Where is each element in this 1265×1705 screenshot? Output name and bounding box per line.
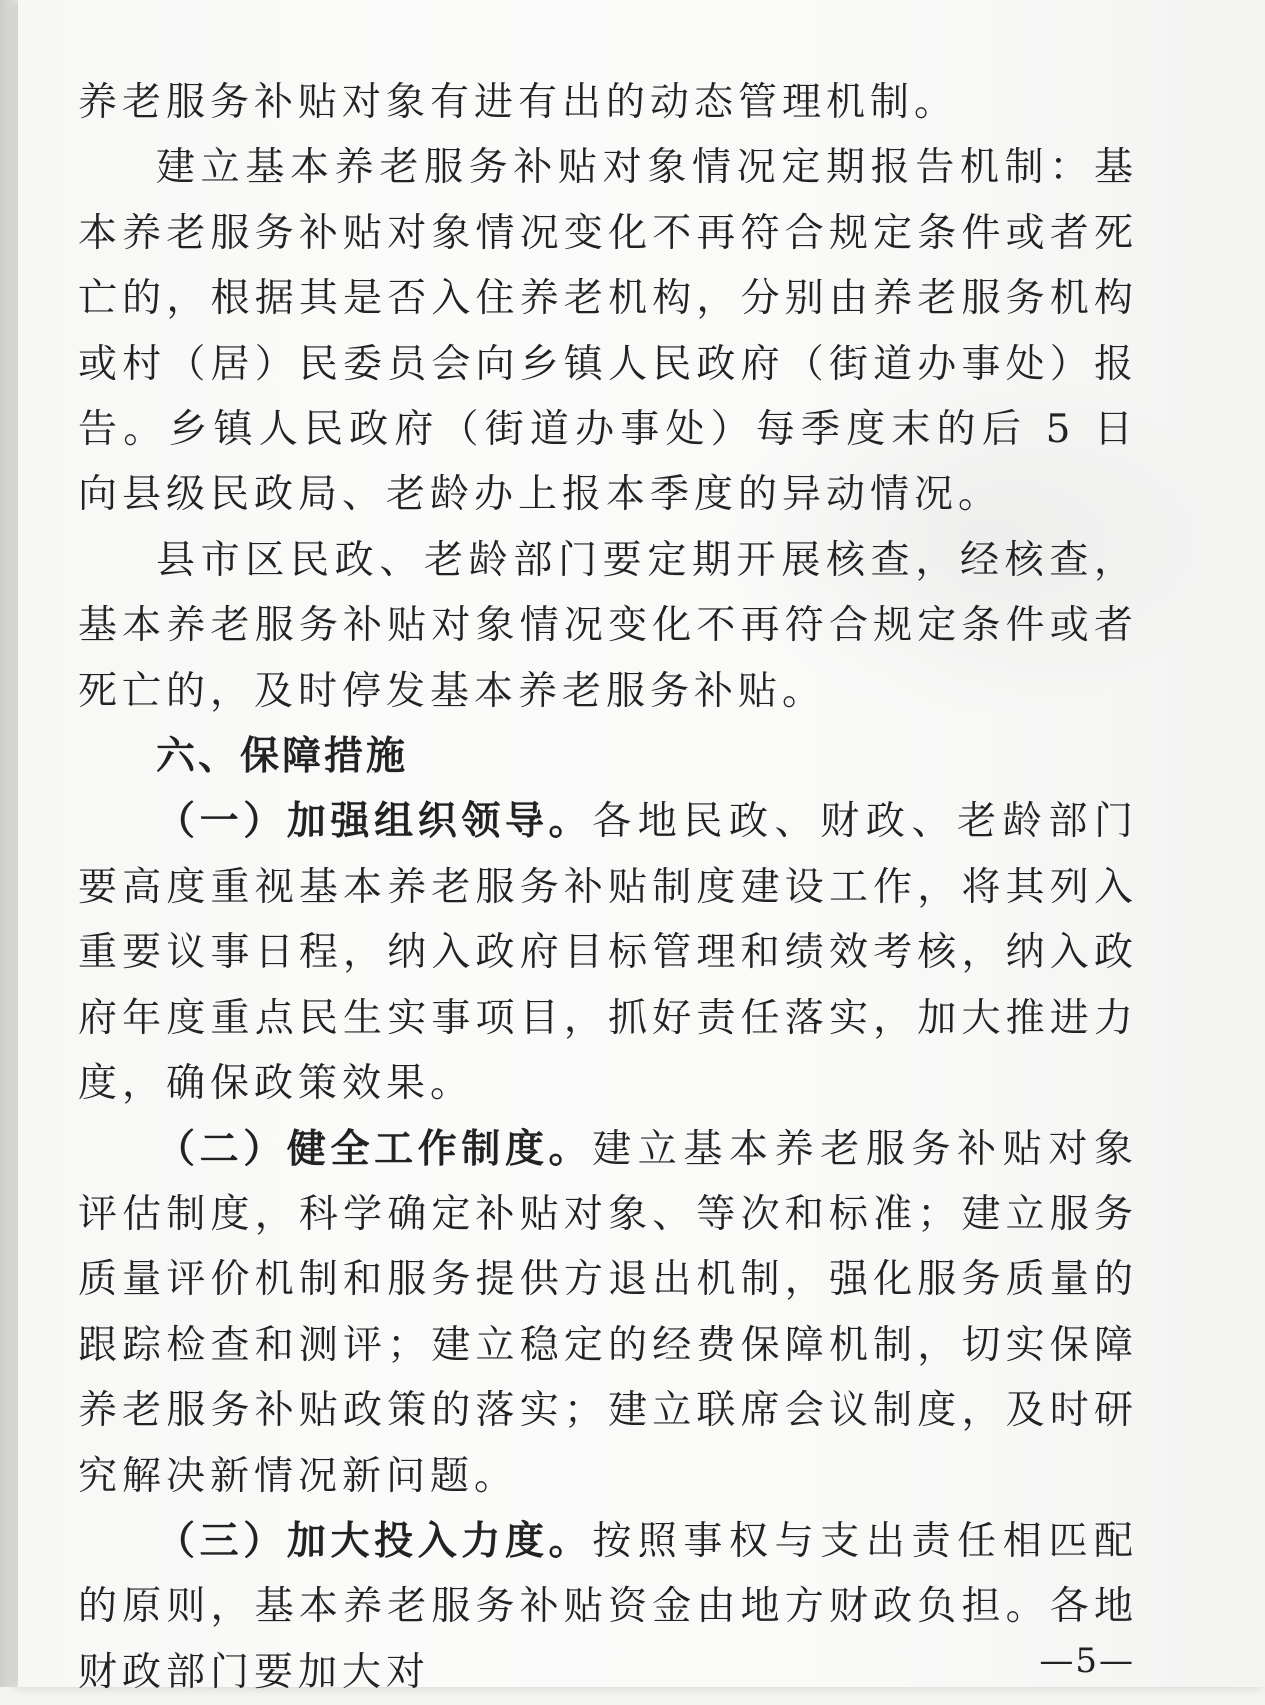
paragraph-3: 县市区民政、老龄部门要定期开展核查，经核查，基本养老服务补贴对象情况变化不再符合规定条件或者死亡的，及时停发基本养老服务补贴。 — [78, 537, 1138, 714]
measure-3 — [78, 1509, 1138, 1705]
measure-3-text: 按照事权与支出责任相匹配的原则，基本养老服务补贴资金由地方财政负担。各地财政部门要加大对 — [78, 1518, 1138, 1695]
paragraph-2: 建立基本养老服务补贴对象情况定期报告机制：基本养老服务补贴对象情况变化不再符合规定条件或者死亡的，根据其是否入住养老机构，分别由养老服务机构或村（居）民委员会向乡镇人民政府（街道办事处）报告。乡镇人民政府（街道办事处）每季度末的后 5 日向县级民政局、老龄办上报本季度的异动情况。 — [78, 145, 1138, 518]
measure-1 — [78, 789, 1138, 1116]
page-binding-edge — [0, 0, 18, 1687]
measure-1-text: 各地民政、财政、老龄部门要高度重视基本养老服务补贴制度建设工作，将其列入重要议事日程，纳入政府目标管理和绩效考核，纳入政府年度重点民生实事项目，抓好责任落实，加大推进力度，确保政策效果。 — [78, 799, 1138, 1107]
page-number: —5— — [1039, 1641, 1135, 1681]
measure-2 — [78, 1117, 1138, 1509]
measure-2-lead: （二）健全工作制度。 — [156, 1126, 593, 1172]
body-text — [78, 70, 1138, 1705]
measure-3-lead: （三）加大投入力度。 — [156, 1518, 593, 1564]
measure-1-lead: （一）加强组织领导。 — [156, 799, 593, 845]
paragraph-1: 养老服务补贴对象有进有出的动态管理机制。 — [78, 80, 959, 125]
document-page — [18, 0, 1265, 1695]
measure-2-text: 建立基本养老服务补贴对象评估制度，科学确定补贴对象、等次和标准；建立服务质量评价机制和服务提供方退出机制，强化服务质量的跟踪检查和测评；建立稳定的经费保障机制，切实保障养老服务补贴政策的落实；建立联席会议制度，及时研究解决新情况新问题。 — [78, 1126, 1138, 1499]
section-heading: 六、保障措施 — [156, 734, 409, 780]
